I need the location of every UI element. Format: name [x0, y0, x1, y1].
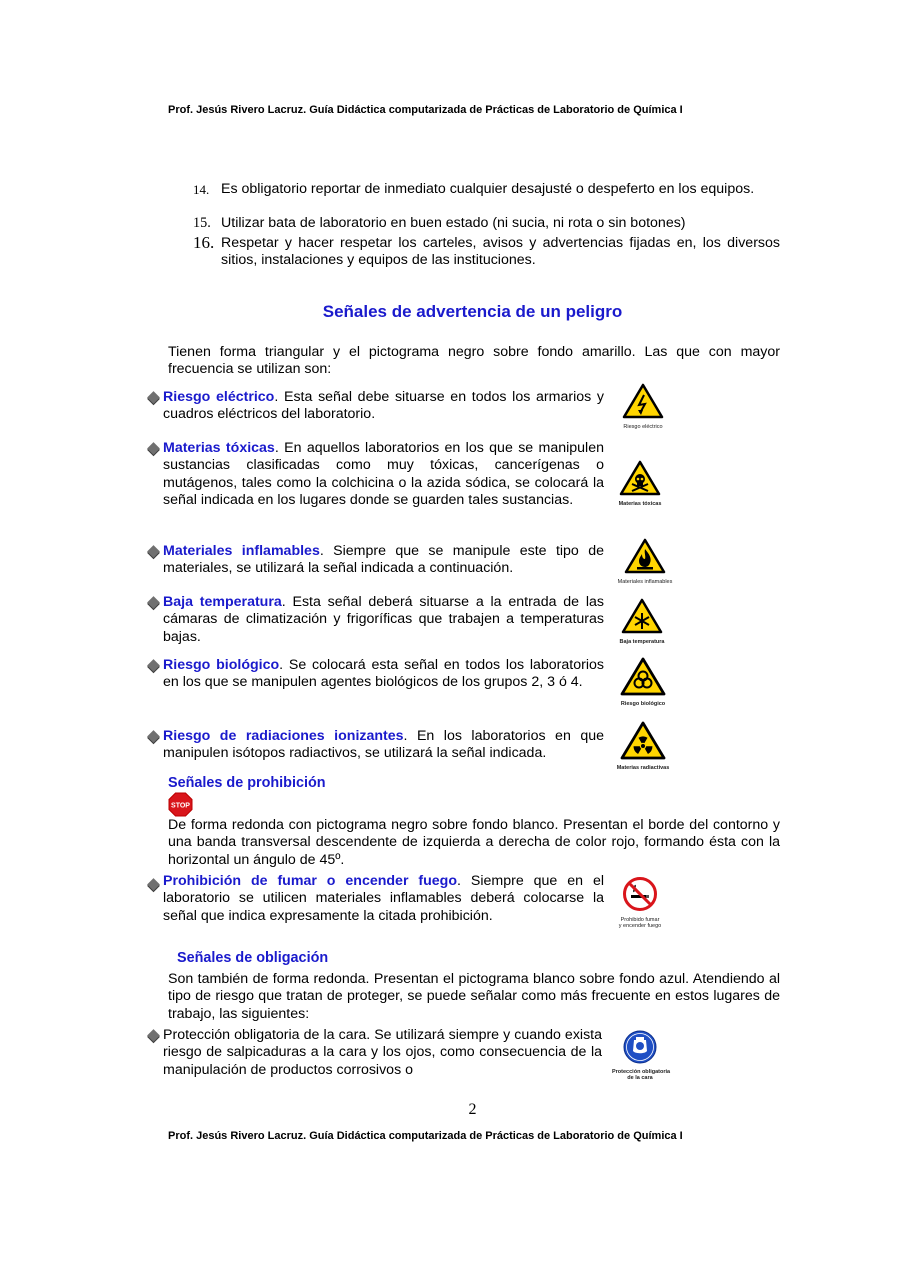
rule-number: 14.	[193, 182, 210, 197]
obligation-item-face-protection: Protección obligatoria de la cara. Se utilizará siempre y cuando exista riesgo de salpicaduras a la cara y los ojos, como consecuencia de la manipulación de productos corrosivos o	[163, 1027, 602, 1078]
rule-text: Es obligatorio reportar de inmediato cualquier desajusté o despeferto en los equipos.	[221, 181, 755, 197]
warning-section-title: Señales de advertencia de un peligro	[322, 302, 623, 321]
electric-hazard-icon	[622, 383, 664, 419]
biohazard-icon	[620, 657, 666, 696]
warning-item-low-temperature: Baja temperatura. Esta señal deberá situarse a la entrada de las cámaras de climatización y frigoríficas que trabajen a temperaturas bajas.	[163, 594, 604, 645]
stop-label: STOP	[171, 802, 190, 810]
no-smoking-icon	[622, 876, 658, 912]
stop-icon	[168, 792, 193, 817]
bullet-icon	[147, 442, 160, 455]
warning-item-radiation: Riesgo de radiaciones ionizantes. En los laboratorios en que manipulen isótopos radiactivos, se utilizará la señal indicada.	[163, 728, 604, 762]
bullet-icon	[147, 659, 160, 672]
warning-item-flammable: Materiales inflamables. Siempre que se manipule este tipo de materiales, se utilizará la señal indicada a continuación.	[163, 543, 604, 577]
radiation-hazard-sign: Materias radiactivas	[612, 721, 674, 771]
bullet-icon	[147, 878, 160, 891]
rule-number: 15.	[193, 215, 211, 231]
bullet-icon	[147, 596, 160, 609]
prohibition-intro: De forma redonda con pictograma negro sobre fondo blanco. Presentan el borde del contorno y una banda transversal descendente de izquierda a derecha de color rojo, formando ésta con la horizontal un ángulo de 45º.	[168, 817, 780, 868]
warning-item-toxic: Materias tóxicas. En aquellos laboratorios en los que se manipulen sustancias clasificadas como muy tóxicas, cancerígenas o mutágenos, tales como la colchicina o la azida sódica, se colocará la señal indicada en los lugares donde se guarden tales sustancias.	[163, 440, 604, 509]
face-protection-sign: Protección obligatoria de la cara	[612, 1030, 668, 1081]
obligation-intro: Son también de forma redonda. Presentan el pictograma blanco sobre fondo azul. Atendiendo al tipo de riesgo que tratan de proteger, se puede señalar como más frecuente en estos lugares de trabajo, las siguientes:	[168, 971, 780, 1022]
rule-text: Utilizar bata de laboratorio en buen estado (ni sucia, ni rota o sin botones)	[221, 215, 686, 231]
bullet-icon	[147, 1029, 160, 1042]
rule-number: 16.	[193, 233, 215, 252]
no-smoking-sign: Prohibido fumar y encender fuego	[612, 876, 668, 929]
radiation-icon	[620, 721, 666, 760]
bullet-icon	[147, 730, 160, 743]
warning-intro: Tienen forma triangular y el pictograma negro sobre fondo amarillo. Las que con mayor frecuencia se utilizan son:	[168, 344, 780, 378]
page-number: 2	[468, 1101, 477, 1118]
biohazard-sign: Riesgo biológico	[612, 657, 674, 707]
page-footer: Prof. Jesús Rivero Lacruz. Guía Didáctica computarizada de Prácticas de Laboratorio de Química I	[168, 1130, 683, 1142]
low-temperature-hazard-sign: Baja temperatura	[612, 598, 672, 645]
electric-hazard-sign: Riesgo eléctrico	[612, 383, 674, 430]
prohibition-section-title: Señales de prohibición	[168, 775, 326, 791]
flame-icon	[624, 538, 666, 574]
obligation-section-title: Señales de obligación	[177, 950, 329, 966]
skull-icon	[619, 460, 661, 496]
rule-text: Respetar y hacer respetar los carteles, avisos y advertencias fijadas en, los diversos sitios, instalaciones y equipos de las instituciones.	[221, 235, 780, 269]
toxic-hazard-sign: Materias tóxicas	[612, 460, 668, 507]
flammable-hazard-sign: Materiales inflamables	[612, 538, 678, 585]
warning-item-electric: Riesgo eléctrico. Esta señal debe situarse en todos los armarios y cuadros eléctricos del laboratorio.	[163, 389, 604, 423]
bullet-icon	[147, 391, 160, 404]
snowflake-icon	[621, 598, 663, 634]
page-header: Prof. Jesús Rivero Lacruz. Guía Didáctica computarizada de Prácticas de Laboratorio de Química I	[168, 104, 683, 116]
bullet-icon	[147, 545, 160, 558]
prohibition-item-no-smoking: Prohibición de fumar o encender fuego. Siempre que en el laboratorio se utilicen materiales inflamables deberá colocarse la señal que indica expresamente la citada prohibición.	[163, 873, 604, 924]
face-shield-icon	[623, 1030, 657, 1064]
warning-item-biohazard: Riesgo biológico. Se colocará esta señal en todos los laboratorios en los que se manipulen agentes biológicos de los grupos 2, 3 ó 4.	[163, 657, 604, 691]
